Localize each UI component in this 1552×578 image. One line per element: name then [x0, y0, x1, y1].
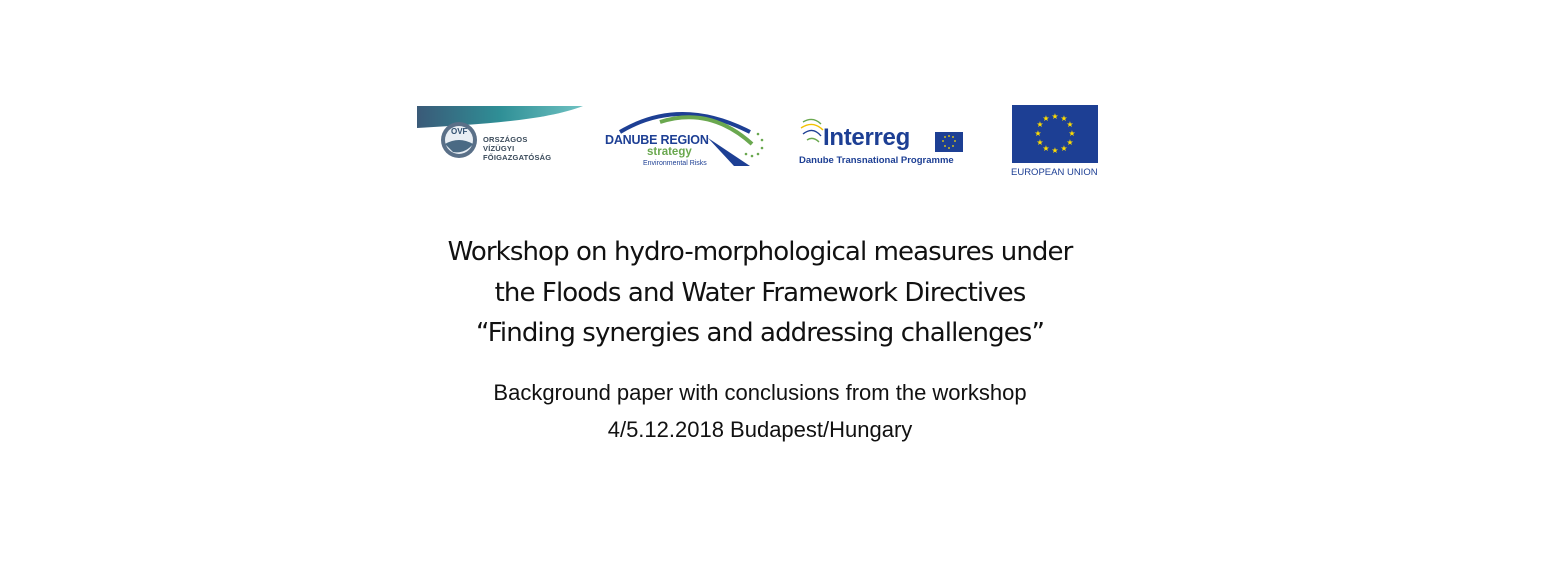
svg-text:★: ★	[1060, 144, 1068, 153]
svg-text:★: ★	[1042, 114, 1050, 123]
ovf-text: ORSZÁGOS VÍZÜGYI FŐIGAZGATÓSÁG	[483, 135, 552, 162]
svg-text:★: ★	[1051, 112, 1059, 121]
interreg-logo	[797, 114, 972, 172]
eu-label: EUROPEAN UNION	[1011, 167, 1098, 178]
svg-text:★: ★	[1042, 144, 1050, 153]
workshop-title	[360, 232, 1160, 354]
svg-text:★: ★	[1036, 120, 1044, 129]
environmental-risks-label: Environmental Risks	[643, 160, 707, 167]
document-subtitle	[360, 374, 1160, 448]
danube-region-strategy-logo	[600, 108, 770, 172]
logo-strip	[0, 0, 1552, 190]
ovf-mark: OVF	[451, 127, 468, 136]
title-line-1: Workshop on hydro-morphological measures under	[447, 237, 1073, 267]
ovf-logo	[417, 106, 587, 166]
svg-text:★: ★	[1060, 114, 1068, 123]
interreg-name: Interreg	[823, 124, 910, 151]
svg-text:★: ★	[1034, 129, 1042, 138]
title-line-3: “Finding synergies and addressing challenges”	[475, 318, 1045, 348]
svg-text:★: ★	[1036, 138, 1044, 147]
danube-region-label: DANUBE REGION	[605, 133, 709, 147]
subtitle-line-2: 4/5.12.2018 Budapest/Hungary	[607, 417, 913, 442]
subtitle-line-1: Background paper with conclusions from the workshop	[493, 380, 1027, 405]
title-line-2: the Floods and Water Framework Directives	[494, 277, 1026, 308]
svg-text:★: ★	[1051, 146, 1059, 155]
interreg-subtitle: Danube Transnational Programme	[799, 155, 954, 166]
svg-text:★: ★	[1066, 138, 1074, 147]
svg-text:★: ★	[1066, 120, 1074, 129]
strategy-label: strategy	[647, 146, 692, 158]
eu-flag	[1012, 105, 1098, 163]
eu-stars-icon	[1012, 105, 1098, 163]
eu-logo	[1010, 104, 1102, 182]
svg-text:★: ★	[1068, 129, 1076, 138]
